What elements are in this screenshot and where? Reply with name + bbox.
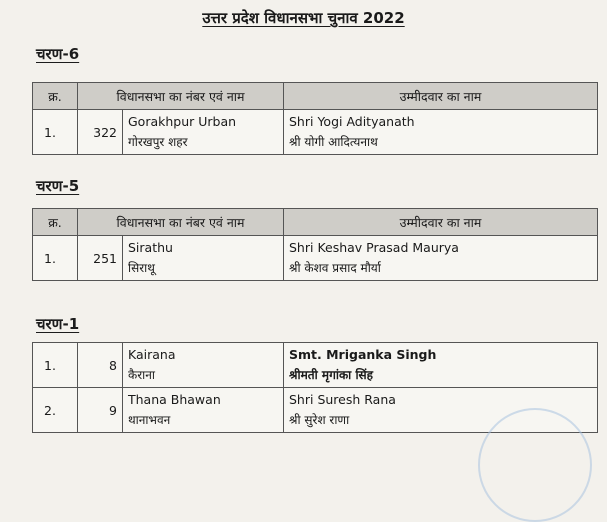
constituency-name (123, 343, 284, 388)
constituency-name-en: Sirathu (128, 240, 173, 255)
constituency-name (123, 236, 284, 281)
phase-6-table (32, 82, 598, 155)
constituency-name-hi: कैराना (128, 368, 156, 382)
constituency-name-en: Kairana (128, 347, 176, 362)
candidate-name (284, 110, 598, 155)
row-sno: 1. (33, 236, 78, 281)
constituency-name-en: Gorakhpur Urban (128, 114, 237, 129)
table-header-row (33, 209, 598, 236)
table-row (33, 110, 598, 155)
candidate-name-en: Smt. Mriganka Singh (289, 347, 437, 362)
candidate-name (284, 343, 598, 388)
row-sno: 2. (33, 388, 78, 433)
header-constituency: विधानसभा का नंबर एवं नाम (78, 209, 284, 236)
constituency-name-en: Thana Bhawan (128, 392, 221, 407)
constituency-number: 251 (78, 236, 123, 281)
party-seal (478, 408, 592, 522)
constituency-name (123, 110, 284, 155)
candidate-name-hi: श्री केशव प्रसाद मौर्या (289, 261, 381, 275)
header-constituency: विधानसभा का नंबर एवं नाम (78, 83, 284, 110)
constituency-number: 9 (78, 388, 123, 433)
candidate-name (284, 236, 598, 281)
candidate-name-en: Shri Suresh Rana (289, 392, 396, 407)
candidate-name-hi: श्री सुरेश राणा (289, 413, 350, 427)
header-candidate: उम्मीदवार का नाम (284, 209, 598, 236)
candidate-name-en: Shri Yogi Adityanath (289, 114, 415, 129)
candidate-name-hi: श्री योगी आदित्यनाथ (289, 135, 378, 149)
phase-5-table (32, 208, 598, 281)
candidate-name-en: Shri Keshav Prasad Maurya (289, 240, 459, 255)
constituency-number: 8 (78, 343, 123, 388)
candidate-name-hi: श्रीमती मृगांका सिंह (289, 368, 374, 382)
constituency-name-hi: गोरखपुर शहर (128, 135, 188, 149)
constituency-name (123, 388, 284, 433)
phase-6-heading: चरण-6 (36, 45, 80, 63)
table-row (33, 343, 598, 388)
header-candidate: उम्मीदवार का नाम (284, 83, 598, 110)
row-sno: 1. (33, 110, 78, 155)
header-sno: क्र. (33, 83, 78, 110)
header-sno: क्र. (33, 209, 78, 236)
table-row (33, 236, 598, 281)
constituency-name-hi: सिराथू (128, 261, 155, 275)
document-title: उत्तर प्रदेश विधानसभा चुनाव 2022 (202, 9, 405, 27)
phase-1-heading: चरण-1 (36, 315, 80, 333)
row-sno: 1. (33, 343, 78, 388)
phase-5-heading: चरण-5 (36, 177, 80, 195)
constituency-name-hi: थानाभवन (128, 413, 171, 427)
table-header-row (33, 83, 598, 110)
constituency-number: 322 (78, 110, 123, 155)
